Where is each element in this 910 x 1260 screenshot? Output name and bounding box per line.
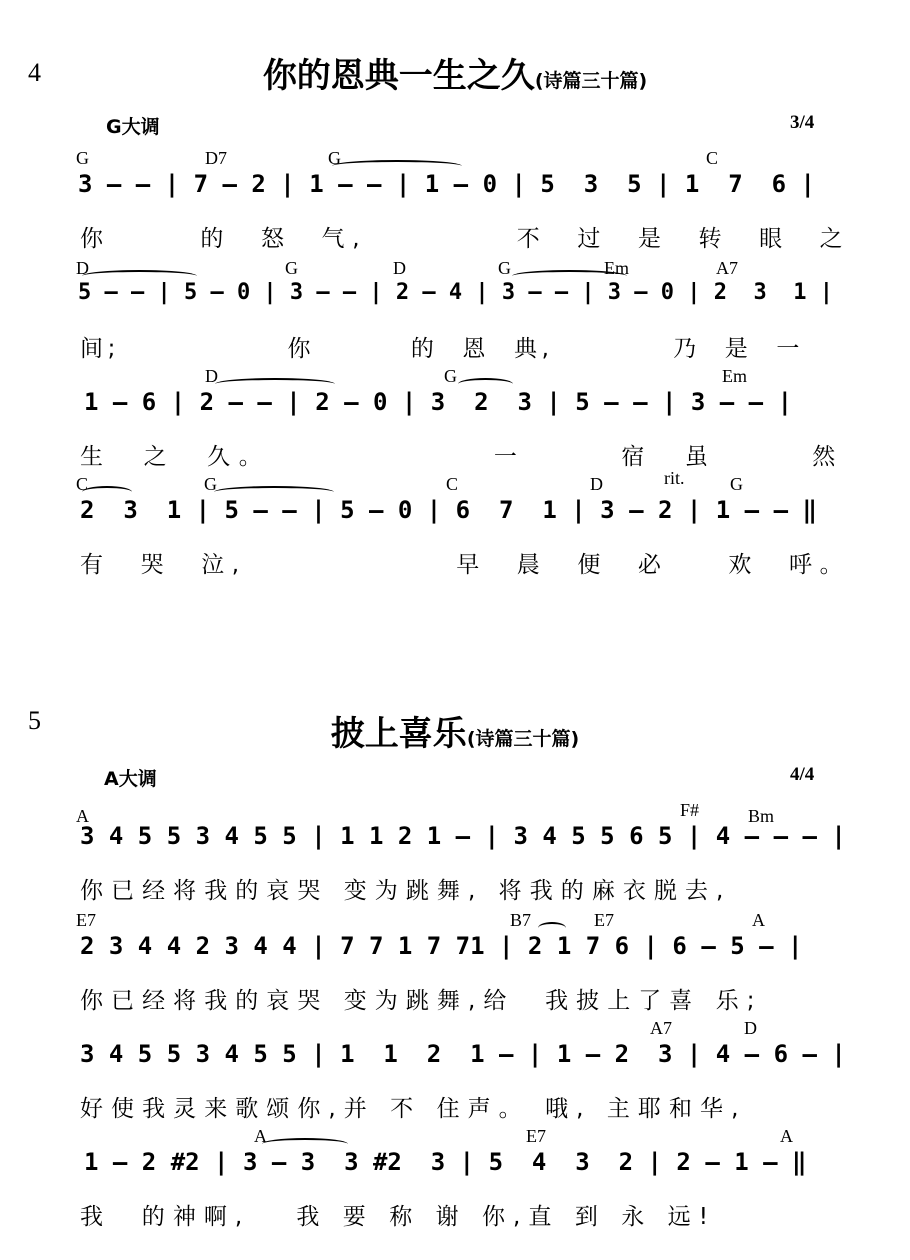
chord-symbol: G — [730, 474, 743, 494]
song-title — [0, 706, 910, 755]
chord-symbol: G — [76, 148, 89, 168]
jianpu-notes: 5 — — | 5 — 0 | 3 — — | 2 — 4 | 3 — — | 3 — 0 | 2 3 1 | — [78, 280, 833, 305]
chord-symbol: A — [76, 806, 89, 826]
notation-line — [0, 822, 910, 862]
chord-symbol: C — [446, 474, 459, 494]
jianpu-notes: 2 3 1 | 5 — — | 5 — 0 | 6 7 1 | 3 — 2 | 1 — — ‖ — [80, 496, 817, 524]
song-title — [0, 48, 910, 97]
key-signature: A大调 — [104, 768, 157, 790]
chord-symbol: E7 — [594, 910, 614, 930]
lyrics-line: 我 的神啊, 我 要 称 谢 你,直 到 永 远! — [80, 1204, 716, 1230]
key-signature: G大调 — [106, 116, 160, 138]
lyrics-line: 生 之 久。 一 宿 虽 然 — [80, 444, 844, 470]
notation-line — [0, 388, 910, 428]
chord-symbol: G — [444, 366, 457, 386]
jianpu-notes: 2 3 4 4 2 3 4 4 | 7 7 1 7 71 | 2 1 7 6 | 6 — 5 — | — [80, 932, 803, 960]
chord-symbol: B7 — [510, 910, 532, 930]
chord-symbol: G — [204, 474, 217, 494]
lyrics-line: 有 哭 泣, 早 晨 便 必 欢 呼。 — [80, 552, 851, 578]
jianpu-notes: 3 — — | 7 — 2 | 1 — — | 1 — 0 | 5 3 5 | 1 7 6 | — [78, 170, 815, 198]
chord-symbol: G — [285, 258, 298, 278]
jianpu-notes: 3 4 5 5 3 4 5 5 | 1 1 2 1 — | 3 4 5 5 6 5 | 4 — — — | — [80, 822, 846, 850]
time-signature: 3/4 — [790, 112, 815, 133]
lyrics-line: 你 的 怒 气, 不 过 是 转 眼 之 — [80, 226, 851, 252]
title-text: 披上喜乐 — [330, 714, 467, 754]
chord-symbol: A — [752, 910, 765, 930]
jianpu-notes: 3 4 5 5 3 4 5 5 | 1 1 2 1 — | 1 — 2 3 | 4 — 6 — | — [80, 1040, 846, 1068]
chord-symbol: A — [254, 1126, 267, 1146]
title-text: 你的恩典一生之久 — [262, 56, 535, 96]
notation-line — [0, 496, 910, 536]
notation-line — [0, 280, 910, 320]
jianpu-notes: 1 — 6 | 2 — — | 2 — 0 | 3 2 3 | 5 — — | 3 — — | — [84, 388, 793, 416]
chord-symbol: F# — [680, 800, 700, 820]
chord-symbol: D — [76, 258, 89, 278]
chord-symbol: D — [744, 1018, 757, 1038]
chord-symbol: D — [205, 366, 218, 386]
chord-symbol: C — [76, 474, 89, 494]
lyrics-line: 你已经将我的哀哭 变为跳舞, 将我的麻衣脱去, — [80, 878, 732, 904]
chord-symbol: Em — [722, 366, 747, 386]
notation-line — [0, 1040, 910, 1080]
chord-symbol: Bm — [748, 806, 775, 826]
chord-symbol: E7 — [526, 1126, 546, 1146]
notation-line — [0, 932, 910, 972]
chord-symbol: D — [393, 258, 406, 278]
chord-symbol: A — [780, 1126, 793, 1146]
lyrics-line: 间; 你 的 恩 典, 乃 是 一 — [80, 336, 805, 362]
chord-symbol: D7 — [205, 148, 227, 168]
chord-symbol: Em — [604, 258, 629, 278]
notation-line — [0, 1148, 910, 1188]
chord-symbol: G — [328, 148, 341, 168]
song-number: 4 — [28, 58, 41, 87]
chord-symbol: D — [590, 474, 603, 494]
lyrics-line: 好使我灵来歌颂你,并 不 住声。 哦, 主耶和华, — [80, 1096, 747, 1122]
title-subtitle: (诗篇三十篇) — [534, 70, 648, 92]
ritardando-mark: rit. — [664, 468, 685, 488]
notation-line — [0, 170, 910, 210]
title-subtitle: (诗篇三十篇) — [466, 728, 580, 750]
time-signature: 4/4 — [790, 764, 815, 785]
chord-symbol: A7 — [650, 1018, 672, 1038]
chord-symbol: E7 — [76, 910, 96, 930]
chord-symbol: A7 — [716, 258, 738, 278]
song-number: 5 — [28, 706, 41, 735]
jianpu-notes: 1 — 2 #2 | 3 — 3 3 #2 3 | 5 4 3 2 | 2 — 1 — ‖ — [84, 1148, 807, 1176]
lyrics-line: 你已经将我的哀哭 变为跳舞,给 我披上了喜 乐; — [80, 988, 763, 1014]
chord-symbol: C — [706, 148, 719, 168]
chord-symbol: G — [498, 258, 511, 278]
